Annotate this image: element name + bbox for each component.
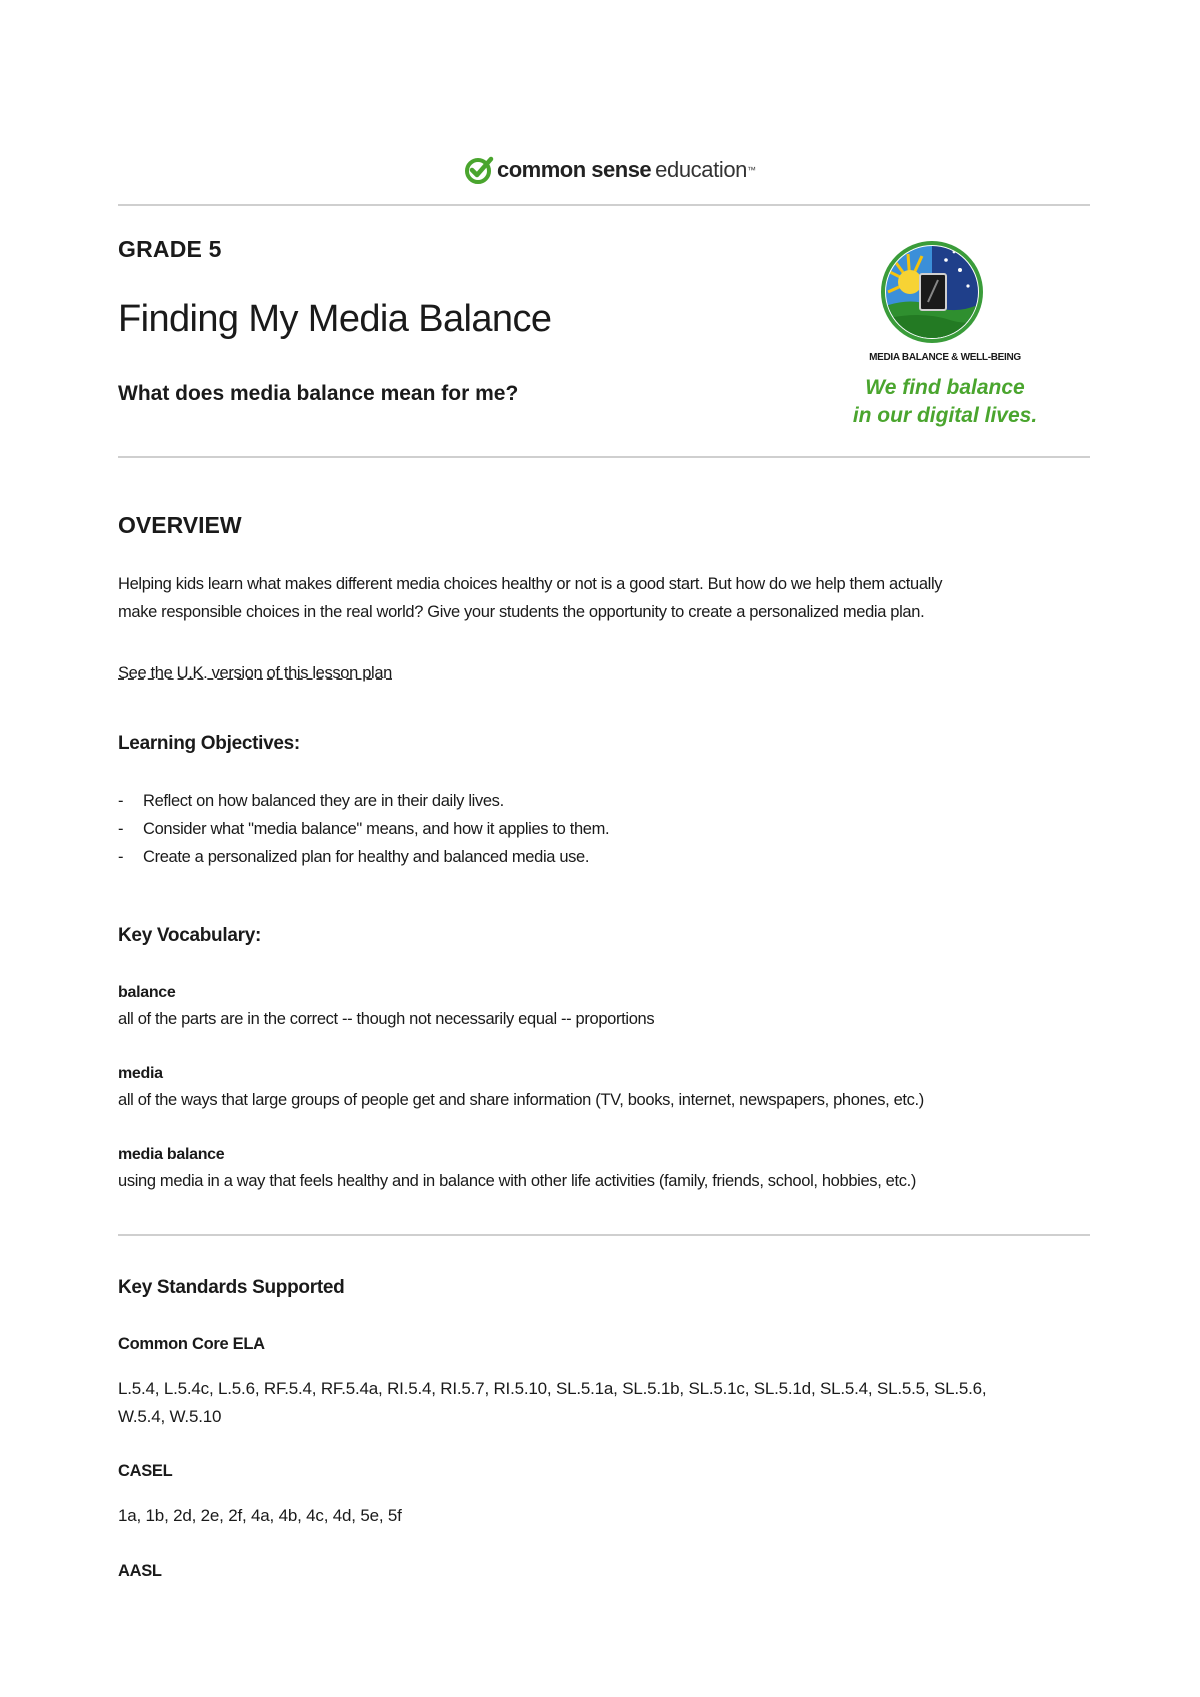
vocab-definition: all of the ways that large groups of people get and share information (TV, books, internet, newspapers, phones, etc.): [118, 1091, 924, 1109]
overview-text: [118, 570, 1090, 626]
badge-tagline-line1: We find balance: [865, 376, 1025, 399]
divider: [118, 1234, 1090, 1236]
grade-label: GRADE 5: [118, 236, 222, 262]
standard-group-values: [118, 1375, 1090, 1431]
badge-tagline: [840, 374, 1050, 430]
list-item: - Reflect on how balanced they are in their daily lives.: [118, 787, 609, 815]
page-subtitle: What does media balance mean for me?: [118, 382, 519, 405]
vocab-term: media: [118, 1065, 163, 1082]
checkmark-circle-icon: [463, 154, 495, 186]
vocab-term: balance: [118, 984, 176, 1001]
media-balance-badge-icon: [880, 240, 984, 344]
standard-values-line: W.5.4, W.5.10: [118, 1407, 222, 1426]
standards-heading: Key Standards Supported: [118, 1277, 345, 1298]
page-title: Finding My Media Balance: [118, 298, 552, 340]
uk-version-link[interactable]: See the U.K. version of this lesson plan: [118, 664, 392, 682]
brand-name: common sense: [497, 157, 652, 182]
overview-text-line: make responsible choices in the real world? Give your students the opportunity to create a personalized media plan.: [118, 603, 925, 621]
standard-values-line: 1a, 1b, 2d, 2e, 2f, 4a, 4b, 4c, 4d, 5e, 5f: [118, 1506, 402, 1525]
badge-category: MEDIA BALANCE & WELL-BEING: [869, 352, 1021, 363]
brand-suffix: education: [655, 157, 747, 182]
standard-values-line: L.5.4, L.5.4c, L.5.6, RF.5.4, RF.5.4a, RI.5.4, RI.5.7, RI.5.10, SL.5.1a, SL.5.1b, SL.5.1c, SL.5.1d, SL.5.4, SL.5.5, SL.5.6,: [118, 1379, 987, 1398]
vocab-term: media balance: [118, 1146, 225, 1163]
standard-group-label: Common Core ELA: [118, 1335, 265, 1353]
objectives-list: [118, 787, 609, 871]
badge-tagline-line2: in our digital lives.: [852, 404, 1038, 427]
objectives-heading: Learning Objectives:: [118, 733, 300, 754]
overview-text-line: Helping kids learn what makes different media choices healthy or not is a good start. But how do we help them actually: [118, 575, 943, 593]
overview-heading: OVERVIEW: [118, 512, 242, 538]
standard-group-values: [118, 1502, 1090, 1530]
standard-group-label: CASEL: [118, 1462, 173, 1480]
divider: [118, 456, 1090, 458]
trademark: ™: [746, 165, 756, 175]
list-item: - Create a personalized plan for healthy and balanced media use.: [118, 843, 609, 871]
common-sense-logo: [463, 152, 756, 188]
list-item: - Consider what "media balance" means, and how it applies to them.: [118, 815, 609, 843]
vocabulary-heading: Key Vocabulary:: [118, 925, 261, 946]
standard-group-label: AASL: [118, 1562, 162, 1580]
vocab-definition: using media in a way that feels healthy and in balance with other life activities (family, friends, school, hobbies, etc.): [118, 1172, 917, 1190]
divider: [118, 204, 1090, 206]
vocab-definition: all of the parts are in the correct -- though not necessarily equal -- proportions: [118, 1010, 655, 1028]
